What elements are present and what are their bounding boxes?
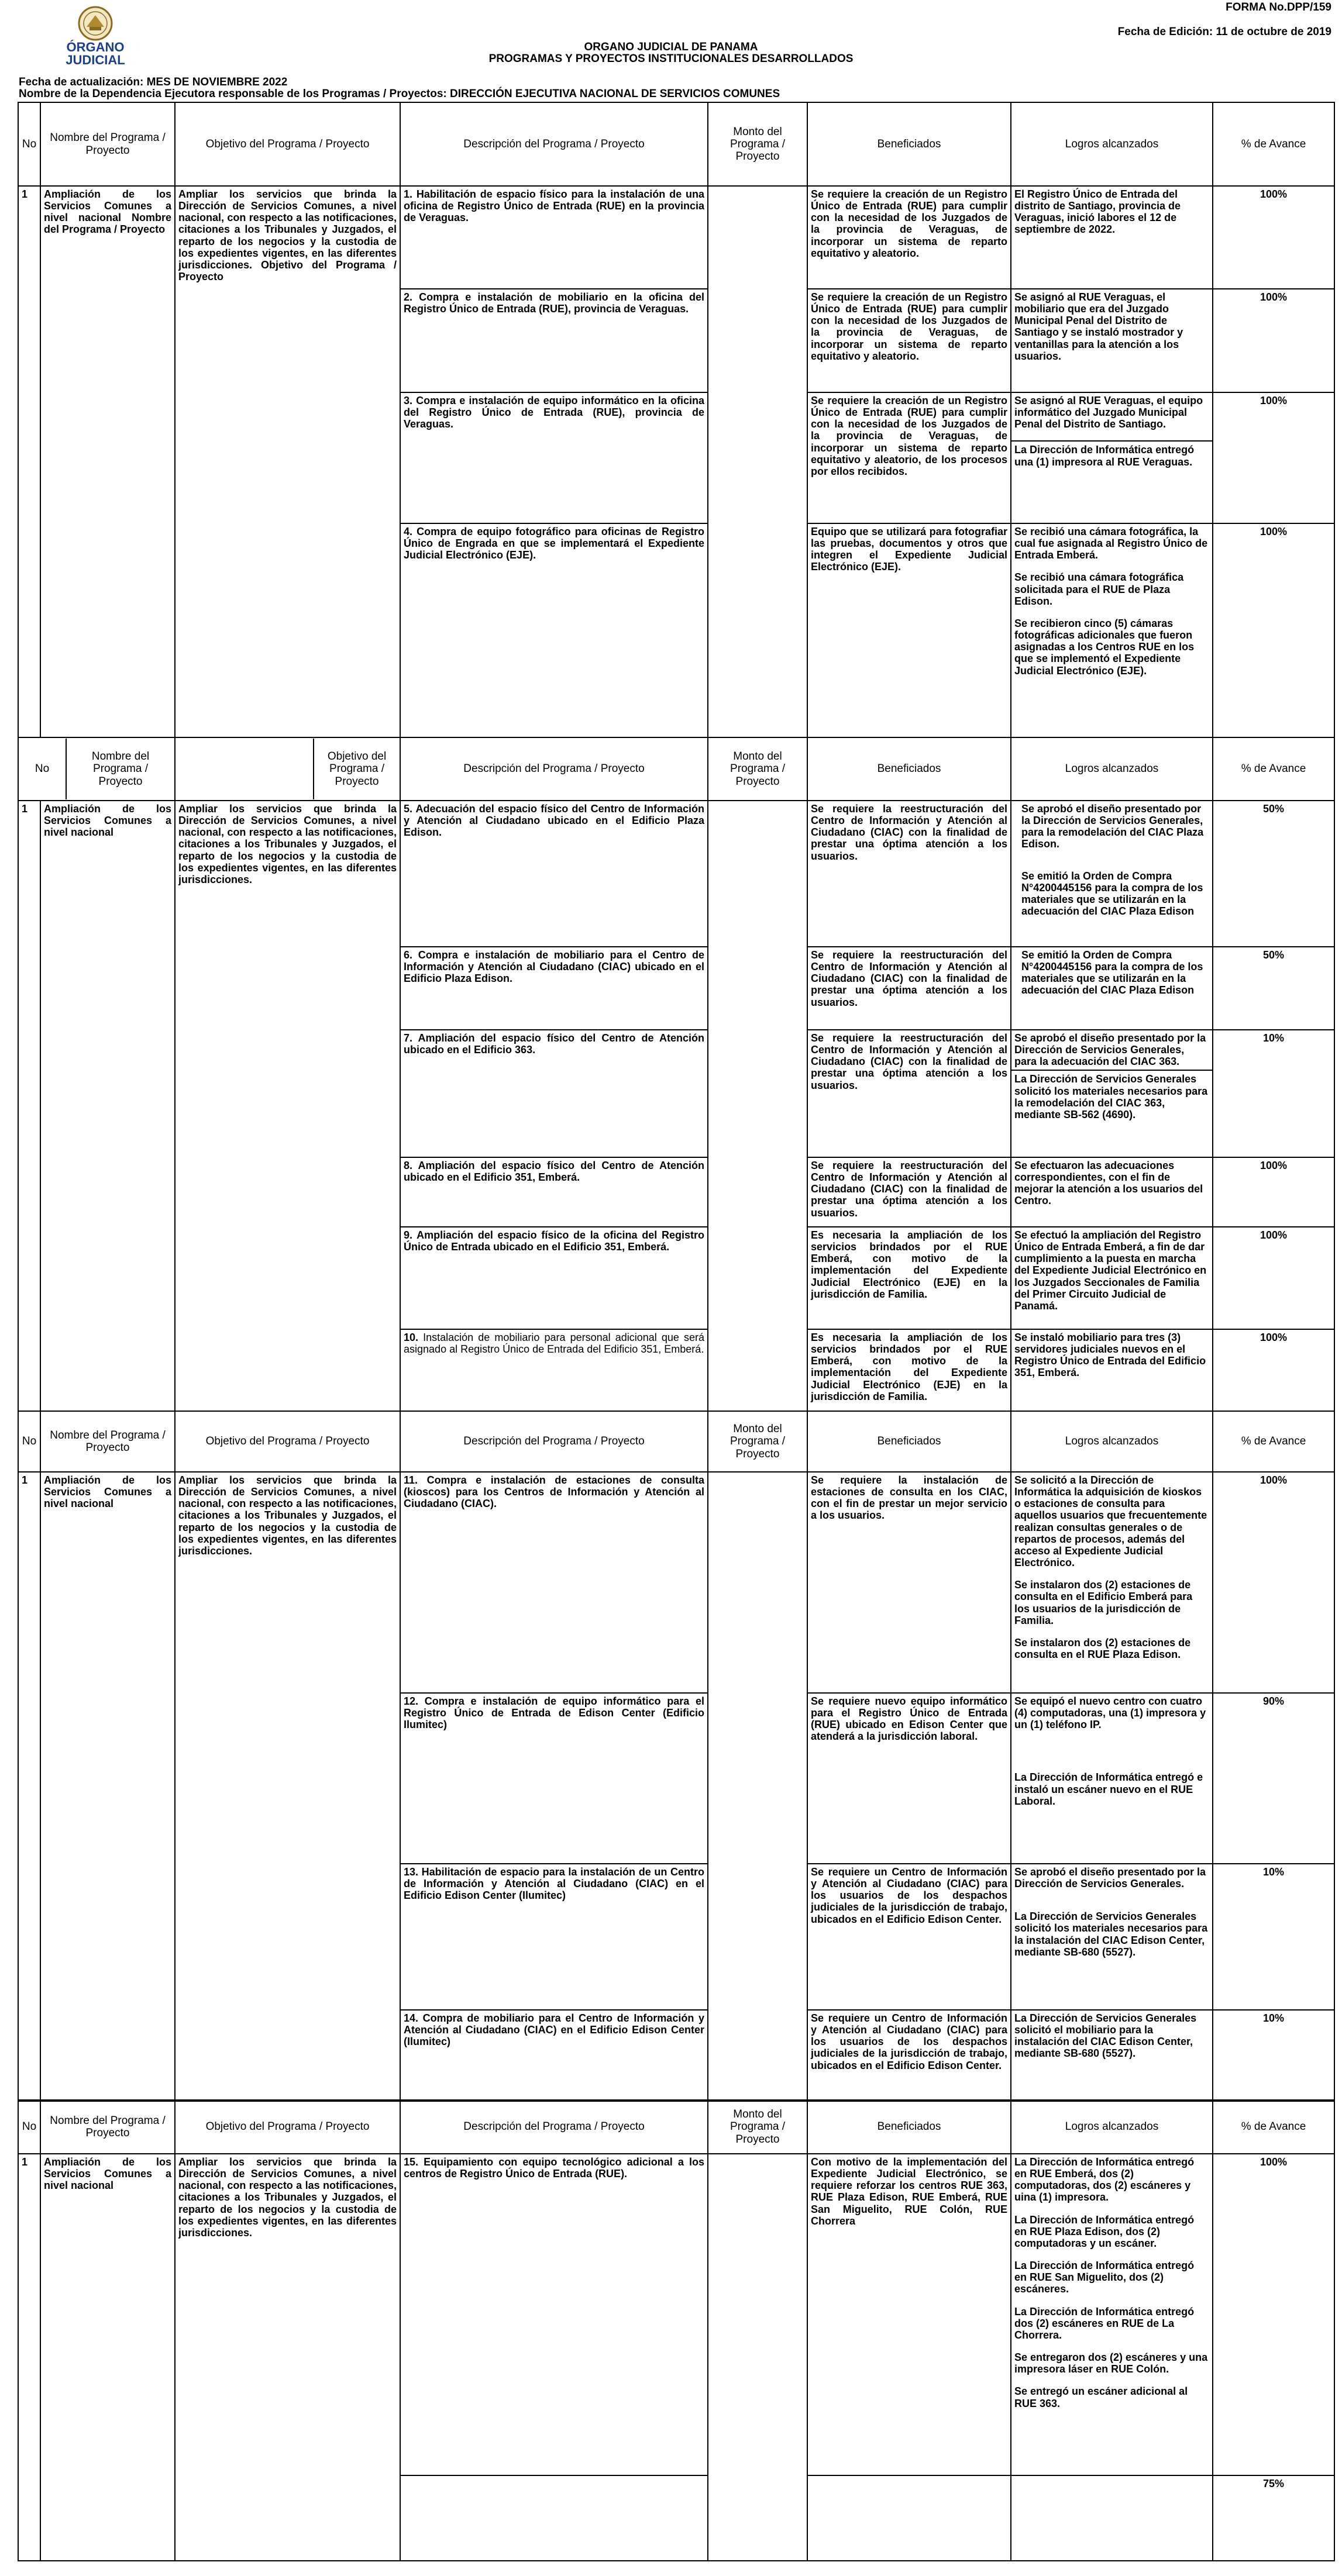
table-row [18,2154,1334,2475]
progress-percent: 100% [1213,1472,1334,1693]
form-number: FORMA No.DPP/159 [1226,1,1331,13]
program-objective: Ampliar los servicios que brinda la Dirección de Servicios Comunes, a nivel nacional, con respecto a las notificaciones, citaciones a los Tribunales y Juzgados, el reparto de los negocios y la custodia de los expedientes vigentes, en las diferentes jurisdicciones. [175,1472,400,2101]
beneficiaries: Equipo que se utilizará para fotografiar las pruebas, documentos y otros que integren el Expediente Judicial Electrónico (EJE). [807,523,1011,737]
col-objetivo: Objetivo del Programa / Proyecto [175,1411,400,1472]
col-descripcion: Descripción del Programa / Proyecto [400,102,708,186]
table-row [18,186,1334,289]
achievements: Se aprobó el diseño presentado por la Dirección de Servicios Generales. La Dirección de Servicios Generales solicitó los materiales necesarios para la instalación del CIAC Edison Center, mediante SB-680 (5527). [1011,1864,1213,2010]
project-description: 8. Ampliación del espacio físico del Centro de Atención ubicado en el Edificio 351, Emberá. [400,1157,708,1227]
table-header-row [18,737,1334,801]
project-amount [708,1472,807,2101]
col-beneficiados: Beneficiados [807,2100,1011,2154]
progress-percent: 100% [1213,1227,1334,1329]
table-row [18,801,1334,947]
col-logros: Logros alcanzados [1011,737,1213,801]
progress-percent: 100% [1213,2154,1334,2475]
beneficiaries: Se requiere la reestructuración del Centro de Información y Atención al Ciudadano (CIAC) con la finalidad de prestar una óptima atención a los usuarios. [807,1030,1011,1157]
projects-table-3 [18,1411,1335,2102]
beneficiaries: Con motivo de la implementación del Expediente Judicial Electrónico, se requiere reforzar los centros RUE 363, RUE Plaza Edison, RUE Emberá, RUE San Miguelito, RUE Colón, RUE Chorrera [807,2154,1011,2475]
beneficiaries: Se requiere la reestructuración del Centro de Información y Atención al Ciudadano (CIAC) con la finalidad de prestar una óptima atención a los usuarios. [807,947,1011,1030]
edition-date: Fecha de Edición: 11 de octubre de 2019 [1117,26,1331,38]
col-avance: % de Avance [1213,1411,1334,1472]
achievements: El Registro Único de Entrada del distrito de Santiago, provincia de Veraguas, inició labores el 12 de septiembre de 2022. [1011,186,1213,289]
svg-text:ÓRGANO: ÓRGANO [66,40,125,54]
row-number: 1 [18,1472,40,2101]
col-descripcion: Descripción del Programa / Proyecto [400,2100,708,2154]
col-beneficiados: Beneficiados [807,1411,1011,1472]
beneficiaries: Se requiere nuevo equipo informático para el Registro Único de Entrada (RUE) ubicado en Edison Center que atenderá a la jurisdicción laboral. [807,1693,1011,1864]
program-name: Ampliación de los Servicios Comunes a nivel nacional [40,2154,175,2561]
achievements: La Dirección de Servicios Generales solicitó el mobiliario para la instalación del CIAC Edison Center, mediante SB-680 (5527). [1011,2010,1213,2101]
project-description: 15. Equipamiento con equipo tecnológico adicional a los centros de Registro Único de Entrada (RUE). [400,2154,708,2475]
achievements: Se aprobó el diseño presentado por la Dirección de Servicios Generales, para la remodelación del CIAC Plaza Edison. Se emitió la Orden de Compra N°4200445156 para la compra de los materiales que se utilizarán en la adecuación del CIAC Plaza Edison [1011,801,1213,947]
progress-percent: 100% [1213,1329,1334,1411]
project-description: 2. Compra e instalación de mobiliario en la oficina del Registro Único de Entrada (RUE), provincia de Veraguas. [400,289,708,392]
col-avance: % de Avance [1213,102,1334,186]
col-no: No [19,739,66,799]
col-beneficiados: Beneficiados [807,737,1011,801]
program-name: Ampliación de los Servicios Comunes a nivel nacional [40,1472,175,2101]
beneficiaries: Se requiere la creación de un Registro Único de Entrada (RUE) para cumplir con la necesidad de los Juzgados de la provincia de Veraguas, de incorporar un sistema de reparto equitativo y aleatorio. [807,289,1011,392]
project-description: 9. Ampliación del espacio físico de la oficina del Registro Único de Entrada ubicado en el Edificio 351, Emberá. [400,1227,708,1329]
beneficiaries: Se requiere la reestructuración del Centro de Información y Atención al Ciudadano (CIAC) con la finalidad de prestar una óptima atención a los usuarios. [807,1157,1011,1227]
beneficiaries: Se requiere la instalación de estaciones de consulta en los CIAC, con el fin de prestar un mejor servicio a los usuarios. [807,1472,1011,1693]
col-descripcion: Descripción del Programa / Proyecto [400,1411,708,1472]
projects-table-1 [18,102,1335,738]
project-description: 6. Compra e instalación de mobiliario para el Centro de Información y Atención al Ciudadano (CIAC) ubicado en el Edificio Plaza Edison. [400,947,708,1030]
beneficiaries: Se requiere un Centro de Información y Atención al Ciudadano (CIAC) para los usuarios de los despachos judiciales de la jurisdicción de trabajo, ubicados en el Edificio Edison Center. [807,2010,1011,2101]
program-objective: Ampliar los servicios que brinda la Dirección de Servicios Comunes, a nivel nacional, con respecto a las notificaciones, citaciones a los Tribunales y Juzgados, el reparto de los negocios y la custodia de los expedientes vigentes, en las diferentes jurisdicciones. Objetivo del Programa / Proyecto [175,186,400,737]
col-avance: % de Avance [1213,2100,1334,2154]
svg-text:JUDICIAL: JUDICIAL [66,53,125,67]
total-progress: 75% [1213,2475,1334,2561]
col-logros: Logros alcanzados [1011,2100,1213,2154]
table-header-row [18,102,1334,186]
progress-percent: 100% [1213,1157,1334,1227]
col-nombre: Nombre del Programa / Proyecto [40,1411,175,1472]
col-avance: % de Avance [1213,737,1334,801]
col-logros: Logros alcanzados [1011,1411,1213,1472]
row-number: 1 [18,2154,40,2561]
progress-percent: 10% [1213,2010,1334,2101]
achievements: Se emitió la Orden de Compra N°4200445156 para la compra de los materiales que se utilizarán en la adecuación del CIAC Plaza Edison [1011,947,1213,1030]
project-description: 13. Habilitación de espacio para la instalación de un Centro de Información y Atención al Ciudadano (CIAC) en el Edificio Edison Center (Ilumitec) [400,1864,708,2010]
achievements: Se asignó al RUE Veraguas, el equipo informático del Juzgado Municipal Penal del Distrito de Santiago. La Dirección de Informática entregó una (1) impresora al RUE Veraguas. [1011,392,1213,523]
col-nombre: Nombre del Programa / Proyecto [91,750,150,788]
beneficiaries: Es necesaria la ampliación de los servicios brindados por el RUE Emberá, con motivo de la implementación del Expediente Judicial Electrónico (EJE) en la jurisdicción de Familia. [807,1329,1011,1411]
col-monto: Monto del Programa / Proyecto [708,2100,807,2154]
progress-percent: 100% [1213,392,1334,523]
table-header-row [18,2100,1334,2154]
col-no: No [18,102,40,186]
achievements: Se efectuó la ampliación del Registro Único de Entrada Emberá, a fin de dar cumplimiento a la puesta en marcha del Expediente Judicial Electrónico en los Juzgados Seccionales de Familia del Primer Circuito Judicial de Panamá. [1011,1227,1213,1329]
program-objective: Ampliar los servicios que brinda la Dirección de Servicios Comunes, a nivel nacional, con respecto a las notificaciones, citaciones a los Tribunales y Juzgados, el reparto de los negocios y la custodia de los expedientes vigentes, en las diferentes jurisdicciones. [175,2154,400,2561]
project-description: 14. Compra de mobiliario para el Centro de Información y Atención al Ciudadano (CIAC) en el Edificio Edison Center (Ilumitec) [400,2010,708,2101]
project-amount [708,2154,807,2561]
program-objective: Ampliar los servicios que brinda la Dirección de Servicios Comunes, a nivel nacional, con respecto a las notificaciones, citaciones a los Tribunales y Juzgados, el reparto de los negocios y la custodia de los expedientes vigentes, en las diferentes jurisdicciones. [175,801,400,1411]
col-beneficiados: Beneficiados [807,102,1011,186]
achievements: Se instaló mobiliario para tres (3) servidores judiciales nuevos en el Registro Único de Entrada del Edificio 351, Emberá. [1011,1329,1213,1411]
progress-percent: 90% [1213,1693,1334,1864]
achievements: Se asignó al RUE Veraguas, el mobiliario que era del Juzgado Municipal Penal del Distrito de Santiago y se instaló mostrador y ventanillas para la atención a los usuarios. [1011,289,1213,392]
table-header-row [18,1411,1334,1472]
col-monto: Monto del Programa / Proyecto [708,102,807,186]
col-monto: Monto del Programa / Proyecto [708,1411,807,1472]
program-name: Ampliación de los Servicios Comunes a nivel nacional Nombre del Programa / Proyecto [40,186,175,737]
project-amount [708,801,807,1411]
project-description: 11. Compra e instalación de estaciones de consulta (kioscos) para los Centros de Información y Atención al Ciudadano (CIAC). [400,1472,708,1693]
project-description: 3. Compra e instalación de equipo informático en la oficina del Registro Único de Entrada (RUE), provincia de Veraguas. [400,392,708,523]
beneficiaries: Se requiere un Centro de Información y Atención al Ciudadano (CIAC) para los usuarios de los despachos judiciales de la jurisdicción de trabajo, ubicados en el Edificio Edison Center. [807,1864,1011,2010]
col-no: No [18,1411,40,1472]
project-description: 12. Compra e instalación de equipo informático para el Registro Único de Entrada de Edison Center (Edificio Ilumitec) [400,1693,708,1864]
row-number: 1 [18,801,40,1411]
progress-percent: 10% [1213,1030,1334,1157]
achievements: La Dirección de Informática entregó en RUE Emberá, dos (2) computadoras, dos (2) escáneres y uina (1) impresora. La Dirección de Informática entregó en RUE Plaza Edison, dos (2) computadoras y un escáner. La Dirección de Informática entregó en RUE San Miguelito, dos (2) escáneres. La Dirección de Informática entregó dos (2) escáneres en RUE de La Chorrera. Se entregaron dos (2) escáneres y una impresora láser en RUE Colón. Se entregó un escáner adicional al RUE 363. [1011,2154,1213,2475]
beneficiaries: Se requiere la reestructuración del Centro de Información y Atención al Ciudadano (CIAC) con la finalidad de prestar una óptima atención a los usuarios. [807,801,1011,947]
beneficiaries: Es necesaria la ampliación de los servicios brindados por el RUE Emberá, con motivo de la implementación del Expediente Judicial Electrónico (EJE) en la jurisdicción de Familia. [807,1227,1011,1329]
achievements: Se aprobó el diseño presentado por la Dirección de Servicios Generales, para la adecuación del CIAC 363. La Dirección de Servicios Generales solicitó los materiales necesarios para la remodelación del CIAC 363, mediante SB-562 (4690). [1011,1030,1213,1157]
progress-percent: 50% [1213,947,1334,1030]
project-description: 10. Instalación de mobiliario para personal adicional que será asignado al Registro Único de Entrada del Edificio 351, Emberá. [400,1329,708,1411]
achievements: Se efectuaron las adecuaciones correspondientes, con el fin de mejorar la atención a los usuarios del Centro. [1011,1157,1213,1227]
col-nombre: Nombre del Programa / Proyecto [40,102,175,186]
progress-percent: 100% [1213,289,1334,392]
achievements: Se recibió una cámara fotográfica, la cual fue asignada al Registro Único de Entrada Emberá. Se recibió una cámara fotográfica solicitada para el RUE de Plaza Edison. Se recibieron cinco (5) cámaras fotográficas adicionales que fueron asignadas a los Centros RUE en los que se implementó el Expediente Judicial Electrónico (EJE). [1011,523,1213,737]
update-date: Fecha de actualización: MES DE NOVIEMBRE 2022 [19,76,288,88]
row-number: 1 [18,186,40,737]
project-description: 5. Adecuación del espacio físico del Centro de Información y Atención al Ciudadano ubicado en el Edificio Plaza Edison. [400,801,708,947]
org-title: ORGANO JUDICIAL DE PANAMA [584,41,758,53]
projects-table-4 [18,2099,1335,2561]
col-objetivo: Objetivo del Programa / Proyecto [175,102,400,186]
beneficiaries: Se requiere la creación de un Registro Único de Entrada (RUE) para cumplir con la necesidad de los Juzgados de la provincia de Veraguas, de incorporar un sistema de reparto equitativo y aleatorio, de los procesos por ellos recibidos. [807,392,1011,523]
achievements: Se solicitó a la Dirección de Informática la adquisición de kioskos o estaciones de consulta para aquellos usuarios que frecuentemente realizan consultas generales o de repartos de procesos, además del acceso al Expediente Judicial Electrónico. Se instalaron dos (2) estaciones de consulta en el Edificio Emberá para los usuarios de la jurisdicción de Familia. Se instalaron dos (2) estaciones de consulta en el RUE Plaza Edison. [1011,1472,1213,1693]
col-logros: Logros alcanzados [1011,102,1213,186]
projects-table-2 [18,737,1335,1412]
project-description: 4. Compra de equipo fotográfico para oficinas de Registro Único de Engrada en que se implementará el Expediente Judicial Electrónico (EJE). [400,523,708,737]
report-title: PROGRAMAS Y PROYECTOS INSTITUCIONALES DESARROLLADOS [488,53,854,65]
dependency-name: Nombre de la Dependencia Ejecutora responsable de los Programas / Proyectos: DIRECCIÓN EJECUTIVA NACIONAL DE SERVICIOS COMUNES [19,88,780,100]
progress-percent: 100% [1213,523,1334,737]
progress-percent: 100% [1213,186,1334,289]
project-description: 1. Habilitación de espacio físico para la instalación de una oficina de Registro Único de Entrada (RUE) en la provincia de Veraguas. [400,186,708,289]
progress-percent: 50% [1213,801,1334,947]
col-monto: Monto del Programa / Proyecto [708,737,807,801]
achievements: Se equipó el nuevo centro con cuatro (4) computadoras, una (1) impresora y un (1) teléfono IP. La Dirección de Informática entregó e instaló un escáner nuevo en el RUE Laboral. [1011,1693,1213,1864]
progress-percent: 10% [1213,1864,1334,2010]
project-description: 7. Ampliación del espacio físico del Centro de Atención ubicado en el Edificio 363. [400,1030,708,1157]
col-descripcion: Descripción del Programa / Proyecto [400,737,708,801]
beneficiaries: Se requiere la creación de un Registro Único de Entrada (RUE) para cumplir con la necesidad de los Juzgados de la provincia de Veraguas, de incorporar un sistema de reparto equitativo y aleatorio. [807,186,1011,289]
col-objetivo: Objetivo del Programa / Proyecto [175,2100,400,2154]
col-no: No [18,2100,40,2154]
col-objetivo: Objetivo del Programa / Proyecto [314,739,400,799]
project-amount [708,186,807,737]
program-name: Ampliación de los Servicios Comunes a nivel nacional [40,801,175,1411]
table-row [18,1472,1334,1693]
col-nombre: Nombre del Programa / Proyecto [40,2100,175,2154]
